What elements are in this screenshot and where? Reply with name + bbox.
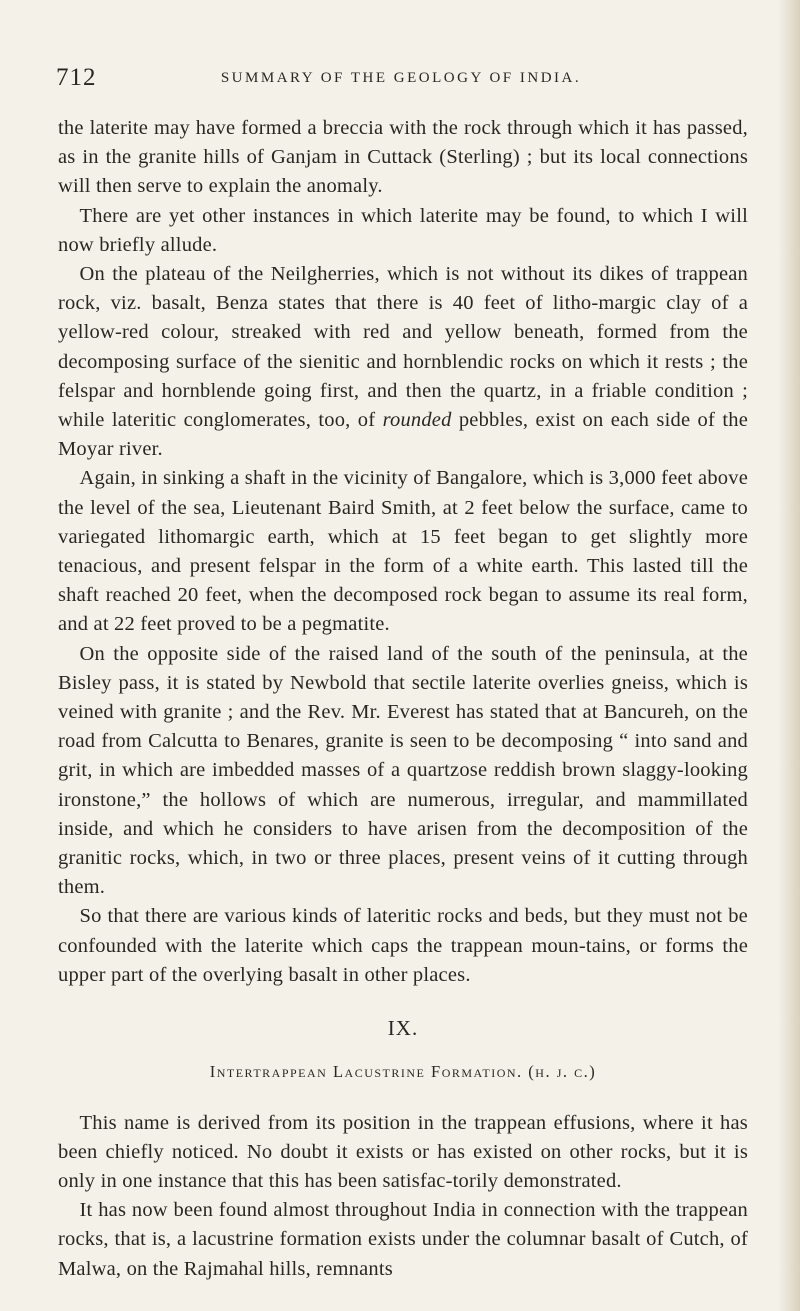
paragraph-6: So that there are various kinds of lateritic rocks and beds, but they must not be confounded with the laterite which caps the trappean moun-tains, or forms the upper part of the overlying basalt in other places. [58, 905, 748, 986]
body-text [58, 114, 748, 1284]
section-number: IX. [387, 1016, 419, 1041]
section-paragraph-2: It has now been found almost throughout India in connection with the trappean rocks, that is, a lacustrine formation exists under the columnar basalt of Cutch, of Malwa, on the Rajmahal hills, remnants [58, 1199, 748, 1280]
paragraph-1: the laterite may have formed a breccia with the rock through which it has passed, as in the granite hills of Ganjam in Cuttack (Sterling) ; but its local connections will then serve to explain the anomaly. [58, 117, 748, 198]
section-title-text: Intertrappean Lacustrine Formation. [209, 1062, 523, 1082]
page-header [56, 64, 746, 96]
section-author: (h. j. c.) [528, 1062, 597, 1082]
emphasized-word: rounded [382, 409, 452, 432]
paragraph-5: On the opposite side of the raised land of the south of the peninsula, at the Bisley pass, it is stated by Newbold that sectile laterite overlies gneiss, which is veined with granite ; and the Rev. Mr. Everest has stated that at Bancureh, on the road from Calcutta to Benares, granite is seen to be decomposing “ into sand and grit, in which are imbedded masses of a quartzose reddish brown slaggy-looking ironstone,” the hollows of which are numerous, irregular, and mammillated inside, and which he considers to have arisen from the decomposition of the granitic rocks, which, in two or three places, present veins of it cutting through them. [58, 642, 748, 899]
section-title [58, 1057, 748, 1086]
paragraph-3-before: On the plateau of the Neilgherries, which is not without its dikes of trappean rock, viz. basalt, Benza states that there is 40 feet of litho-margic clay of a yellow-red colour, streaked with red and yellow beneath, formed from the decomposing surface of the sienitic and hornblendic rocks on which it rests ; the felspar and hornblende going first, and then the quartz, in a friable condition ; while lateritic conglomerates, too, of [58, 263, 748, 432]
paragraph-2: There are yet other instances in which laterite may be found, to which I will now briefly allude. [58, 204, 748, 256]
page-edge-shadow [778, 0, 800, 1311]
paragraph-4: Again, in sinking a shaft in the vicinity of Bangalore, which is 3,000 feet above the level of the sea, Lieutenant Baird Smith, at 2 feet below the surface, came to variegated lithomargic earth, which at 15 feet began to get slightly more tenacious, and present felspar in the form of a white earth. This lasted till the shaft reached 20 feet, when the decomposed rock began to assume its real form, and at 22 feet proved to be a pegmatite. [58, 467, 748, 636]
paragraph-3 [58, 260, 748, 464]
page-number: 712 [56, 64, 97, 91]
running-head: SUMMARY OF THE GEOLOGY OF INDIA. [220, 70, 582, 86]
paragraph-3-after: pebbles, exist on each side of the Moyar river. [58, 409, 748, 461]
section-paragraph-1: This name is derived from its position in the trappean effusions, where it has been chiefly noticed. No doubt it exists or has existed on other rocks, but it is only in one instance that this has been satisfac-torily demonstrated. [58, 1111, 748, 1192]
